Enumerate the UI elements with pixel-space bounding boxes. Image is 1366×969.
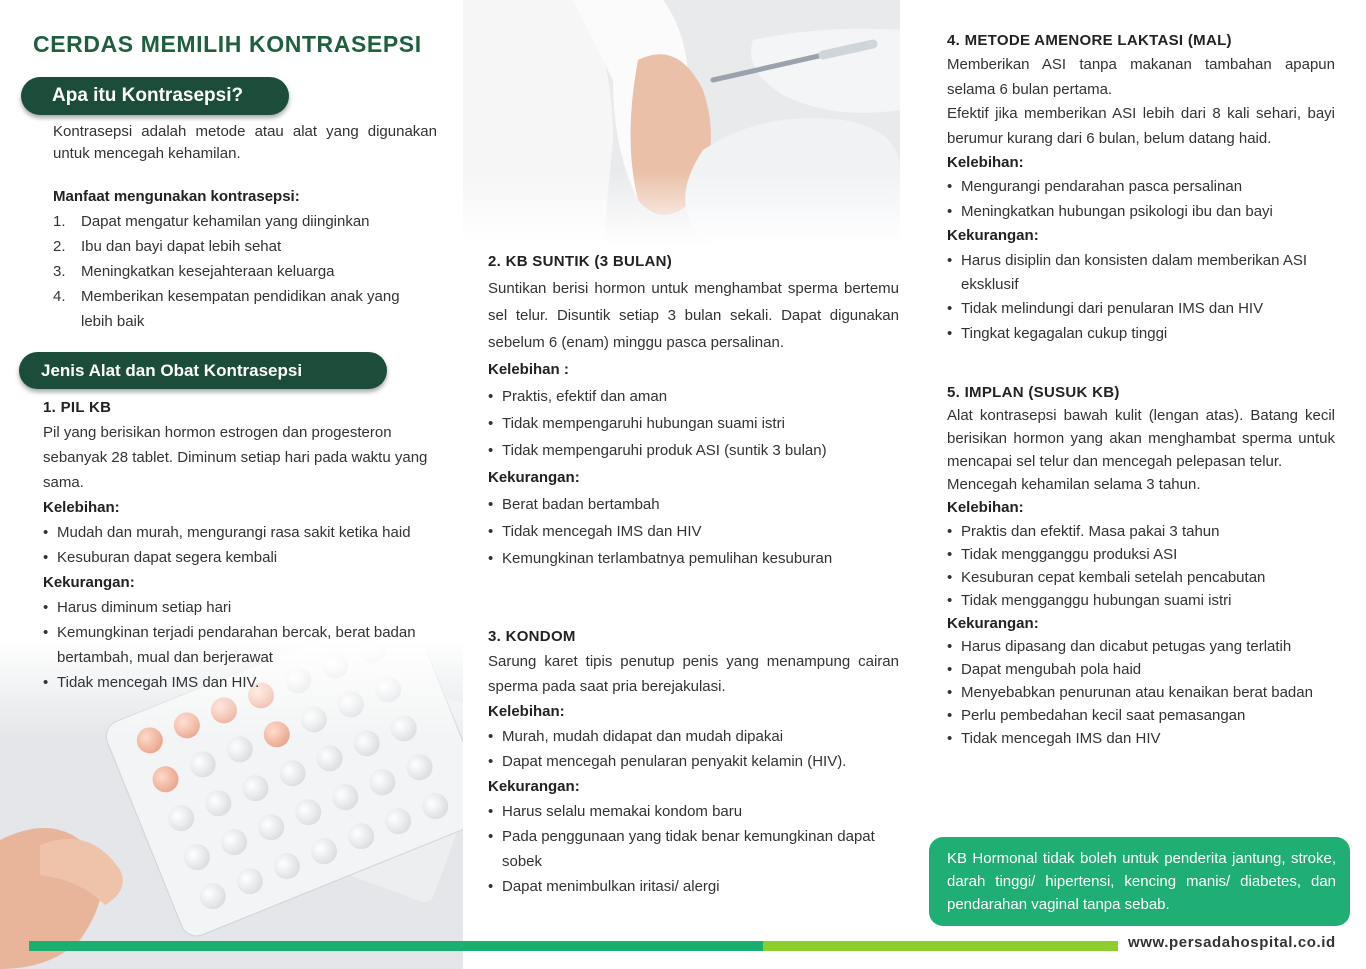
list-item: • Tidak mencegah IMS dan HIV	[947, 727, 1335, 750]
list-item: • Harus diminum setiap hari	[43, 595, 453, 620]
implan-description-1: Alat kontrasepsi bawah kulit (lengan atas). Batang kecil berisikan hormon yang akan menghambat sperma untuk mencapai sel telur dan mencegah pelepasan telur.	[947, 407, 1335, 471]
kb-suntik-description: Suntikan berisi hormon untuk menghambat sperma bertemu sel telur. Disuntik setiap 3 bulan sekali. Dapat digunakan sebelum 6 (enam) minggu pasca persalinan.	[488, 280, 899, 351]
list-item: • Tidak mencegah IMS dan HIV	[488, 518, 899, 545]
implan-cons-list	[947, 635, 1335, 750]
list-item: • Dapat mencegah penularan penyakit kelamin (HIV).	[488, 749, 899, 774]
mal-pros-label: Kelebihan:	[947, 154, 1024, 172]
kondom-pros-label: Kelebihan:	[488, 703, 565, 720]
list-item: • Mudah dan murah, mengurangi rasa sakit ketika haid	[43, 520, 453, 545]
list-item: • Kesuburan cepat kembali setelah pencabutan	[947, 566, 1335, 589]
benefits-heading: Manfaat mengunakan kontrasepsi:	[53, 188, 300, 205]
implan-pros-list	[947, 520, 1335, 612]
kb-suntik-pros-label: Kelebihan :	[488, 361, 569, 378]
list-item: • Praktis dan efektif. Masa pakai 3 tahun	[947, 520, 1335, 543]
list-item: • Meningkatkan hubungan psikologi ibu dan bayi	[947, 200, 1335, 224]
implan-pros-label: Kelebihan:	[947, 499, 1024, 517]
section-heading-types: Jenis Alat dan Obat Kontrasepsi	[19, 352, 387, 389]
injection-illustration	[463, 0, 900, 245]
list-item: • Harus disiplin dan konsisten dalam memberikan ASI eksklusif	[947, 249, 1335, 298]
left-column	[0, 0, 463, 969]
list-item: • Kemungkinan terlambatnya pemulihan kesuburan	[488, 545, 899, 572]
kb-suntik-section	[488, 248, 899, 572]
mal-pros-list	[947, 175, 1335, 224]
list-item: • Kesuburan dapat segera kembali	[43, 545, 453, 570]
list-item: • Tidak melindungi dari penularan IMS dan HIV	[947, 297, 1335, 321]
list-item: • Mengurangi pendarahan pasca persalinan	[947, 175, 1335, 199]
list-item: • Harus dipasang dan dicabut petugas yang terlatih	[947, 635, 1335, 658]
kb-suntik-cons-label: Kekurangan:	[488, 469, 580, 486]
kondom-pros-list	[488, 724, 899, 774]
mal-title: 4. METODE AMENORE LAKTASI (MAL)	[947, 32, 1232, 49]
list-item: 4. Memberikan kesempatan pendidikan anak yang lebih baik	[53, 288, 400, 330]
pil-kb-section	[43, 395, 453, 695]
list-item: • Perlu pembedahan kecil saat pemasangan	[947, 704, 1335, 727]
list-item: 2. Ibu dan bayi dapat lebih sehat	[53, 238, 282, 255]
pil-kb-description: Pil yang berisikan hormon estrogen dan progesteron sebanyak 28 tablet. Diminum setiap hari pada waktu yang sama.	[43, 424, 428, 491]
pil-kb-cons-list	[43, 595, 453, 695]
benefits-list	[53, 209, 443, 334]
list-item: • Tidak mencegah IMS dan HIV.	[43, 670, 453, 695]
list-item: • Tidak mengganggu produksi ASI	[947, 543, 1335, 566]
list-item: 1. Dapat mengatur kehamilan yang diinginkan	[53, 213, 370, 230]
list-item: • Tidak mempengaruhi produk ASI (suntik 3 bulan)	[488, 437, 899, 464]
kondom-title: 3. KONDOM	[488, 628, 576, 645]
mal-cons-label: Kekurangan:	[947, 227, 1039, 245]
pil-kb-title: 1. PIL KB	[43, 399, 112, 416]
kondom-cons-label: Kekurangan:	[488, 778, 580, 795]
list-item: • Murah, mudah didapat dan mudah dipakai	[488, 724, 899, 749]
kb-suntik-cons-list	[488, 491, 899, 572]
list-item: • Tidak mempengaruhi hubungan suami istri	[488, 410, 899, 437]
list-item: 3. Meningkatkan kesejahteraan keluarga	[53, 263, 335, 280]
section-heading-what-is: Apa itu Kontrasepsi?	[21, 77, 289, 115]
intro-text: Kontrasepsi adalah metode atau alat yang digunakan untuk mencegah kehamilan.	[53, 123, 437, 162]
list-item: • Kemungkinan terjadi pendarahan bercak, berat badan bertambah, mual dan berjerawat	[43, 620, 453, 670]
vaccination-photo	[463, 0, 900, 245]
footer-bar-green	[29, 941, 763, 951]
list-item: • Praktis, efektif dan aman	[488, 383, 899, 410]
implan-description-2: Mencegah kehamilan selama 3 tahun.	[947, 476, 1201, 494]
list-item: • Harus selalu memakai kondom baru	[488, 799, 899, 824]
page-title: CERDAS MEMILIH KONTRASEPSI	[33, 31, 422, 57]
list-item: • Berat badan bertambah	[488, 491, 899, 518]
list-item: • Pada penggunaan yang tidak benar kemungkinan dapat sobek	[488, 824, 899, 874]
mal-description-1: Memberikan ASI tanpa makanan tambahan apapun selama 6 bulan pertama.	[947, 56, 1335, 98]
pil-kb-pros-list	[43, 520, 453, 570]
implan-title: 5. IMPLAN (SUSUK KB)	[947, 384, 1120, 401]
mal-section	[947, 29, 1335, 346]
pil-kb-cons-label: Kekurangan:	[43, 574, 135, 591]
list-item: • Menyebabkan penurunan atau kenaikan berat badan	[947, 681, 1335, 704]
list-item: • Tidak mengganggu hubungan suami istri	[947, 589, 1335, 612]
implan-cons-label: Kekurangan:	[947, 614, 1039, 632]
website-url: www.persadahospital.co.id	[1128, 934, 1336, 951]
kb-suntik-title: 2. KB SUNTIK (3 BULAN)	[488, 253, 673, 270]
mal-description-2: Efektif jika memberikan ASI lebih dari 8 kali sehari, bayi berumur kurang dari 6 bulan, belum datang haid.	[947, 105, 1335, 147]
kb-suntik-pros-list	[488, 383, 899, 464]
kondom-description: Sarung karet tipis penutup penis yang menampung cairan sperma pada saat pria berejakulasi.	[488, 653, 899, 695]
implan-section	[947, 381, 1335, 751]
footer-bar-lime	[763, 941, 1118, 951]
list-item: • Dapat menimbulkan iritasi/ alergi	[488, 874, 899, 899]
pil-kb-pros-label: Kelebihan:	[43, 499, 120, 516]
list-item: • Dapat mengubah pola haid	[947, 658, 1335, 681]
list-item: • Tingkat kegagalan cukup tinggi	[947, 322, 1335, 346]
kondom-cons-list	[488, 799, 899, 899]
mal-cons-list	[947, 249, 1335, 347]
hormonal-warning-callout: KB Hormonal tidak boleh untuk penderita jantung, stroke, darah tinggi/ hipertensi, kencing manis/ diabetes, dan pendarahan vaginal tanpa sebab.	[929, 837, 1350, 926]
kondom-section	[488, 624, 899, 899]
